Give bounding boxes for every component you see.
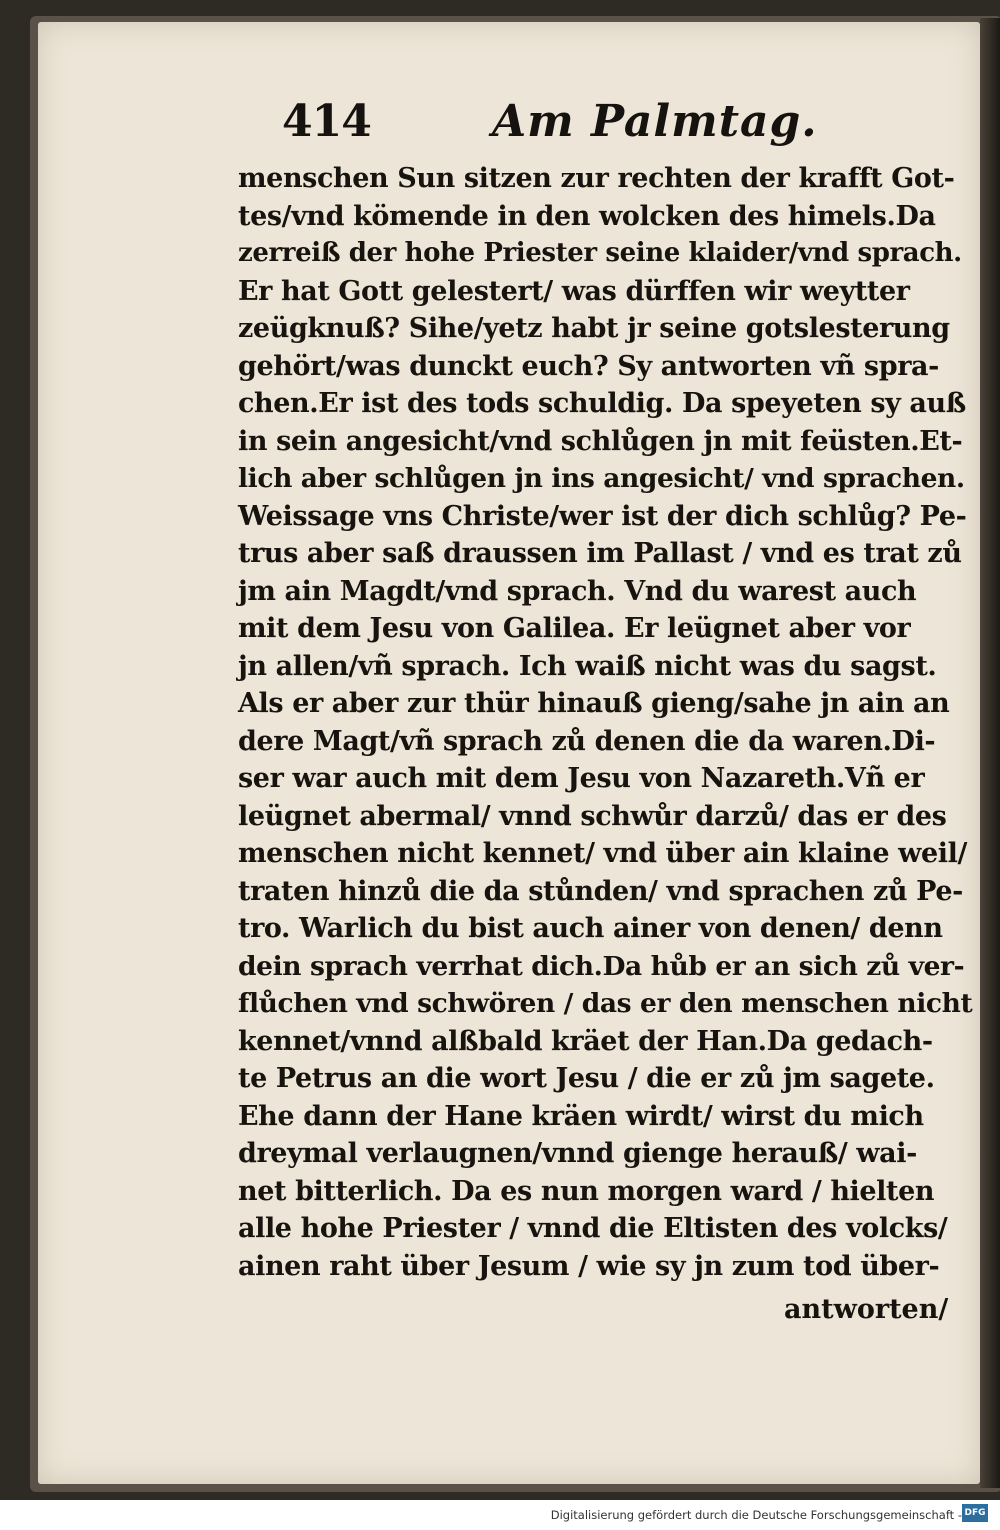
text-line: dere Magt/vñ sprach zů denen die da waren.Di- [238,725,936,757]
text-line: menschen nicht kennet/ vnd über ain klaine weil/ [238,838,967,869]
text-line: Ehe dann der Hane kräen wirdt/ wirst du mich [238,1100,924,1132]
text-line: Er hat Gott gelestert/ was dürffen wir weytter [238,275,910,307]
text-line: mit dem Jesu von Galilea. Er leügnet aber vor [238,613,911,644]
text-line: te Petrus an die wort Jesu / die er zů jm sagete. [238,1063,935,1094]
text-line: alle hohe Priester / vnnd die Eltisten des volcks/ [238,1213,948,1244]
text-line: tes/vnd kömende in den wolcken des himels.Da [238,200,936,232]
text-line: in sein angesicht/vnd schlůgen jn mit feüsten.Et- [238,425,963,457]
text-line: ainen raht über Jesum / wie sy jn zum tod über- [238,1250,940,1282]
text-line: dreymal verlaugnen/vnnd gienge herauß/ wai- [238,1138,917,1169]
page-heading: Am Palmtag. [492,96,818,147]
text-line: zeügknuß? Sihe/yetz habt jr seine gotslesterung [238,313,950,344]
text-line: traten hinzů die da stůnden/ vnd sprachen zů Pe- [238,875,963,907]
dfg-logo: DFG [962,1504,988,1522]
page-number: 414 [282,96,371,147]
text-line: lich aber schlůgen jn ins angesicht/ vnd sprachen. [238,463,965,494]
text-line: tro. Warlich du bist auch ainer von denen/ denn [238,913,943,944]
text-line: zerreiß der hohe Priester seine klaider/vnd sprach. [238,238,962,268]
digitization-credit: Digitalisierung gefördert durch die Deutsche Forschungsgemeinschaft - [550,1508,962,1522]
text-line: menschen Sun sitzen zur rechten der krafft Got- [238,163,955,194]
text-line: ser war auch mit dem Jesu von Nazareth.Vñ er [238,763,925,794]
text-line: net bitterlich. Da es nun morgen ward / hielten [238,1175,935,1207]
book-spine-edge [980,18,1000,1488]
text-line: chen.Er ist des tods schuldig. Da speyeten sy auß [238,388,966,419]
text-line: Weissage vns Christe/wer ist der dich schlůg? Pe- [238,500,967,532]
text-line: flůchen vnd schwören / das er den menschen nicht [238,988,973,1019]
text-line: kennet/vnnd alßbald kräet der Han.Da gedach- [238,1025,933,1057]
running-head [282,96,822,156]
text-line: jn allen/vñ sprach. Ich waiß nicht was du sagst. [238,650,937,682]
text-line: leügnet abermal/ vnnd schwůr darzů/ das er des [238,800,947,832]
body-text [238,160,974,1285]
text-line: gehört/was dunckt euch? Sy antworten vñ spra- [238,350,939,382]
text-line: dein sprach verrhat dich.Da hůb er an sich zů ver- [238,950,965,982]
text-line: Als er aber zur thür hinauß gieng/sahe jn ain an [238,688,950,719]
text-line: jm ain Magdt/vnd sprach. Vnd du warest auch [238,575,917,607]
text-line: trus aber saß draussen im Pallast / vnd es trat zů [238,538,962,569]
catchword: antworten/ [784,1294,949,1325]
